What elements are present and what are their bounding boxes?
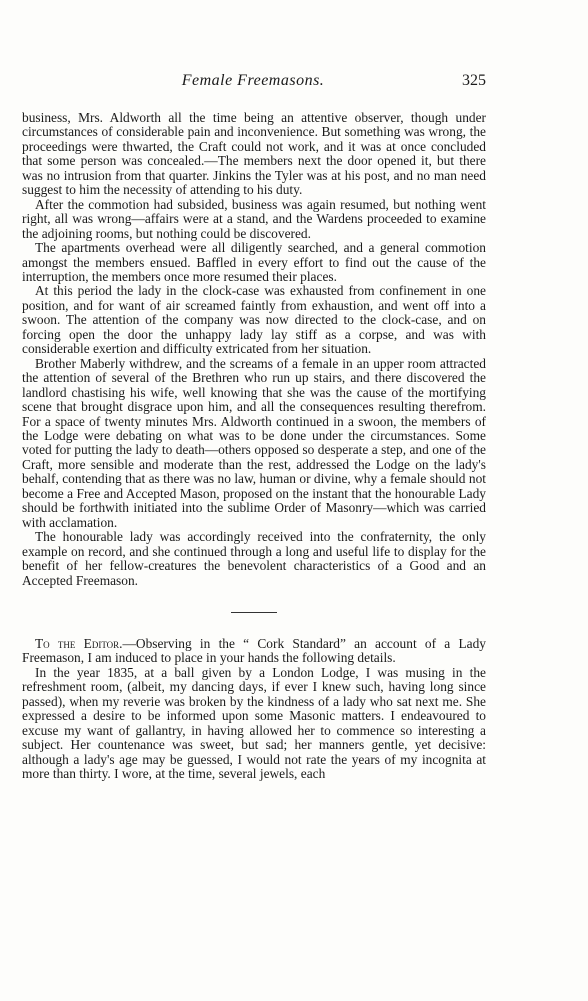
section-divider <box>231 612 277 613</box>
paragraph: At this period the lady in the clock-case was exhausted from confinement in one position, and for want of air screamed faintly from exhaustion, and went off into a swoon. The attention of the company was now directed to the clock-case, and on forcing open the door the unhappy lady lay stiff as a corpse, and was with considerable exertion and difficulty extricated from her situation. <box>22 283 486 357</box>
letter-salutation: To the Editor. <box>35 635 123 651</box>
paragraph: The apartments overhead were all diligently searched, and a general commotion amongst the members ensued. Baffled in every effort to find out the cause of the interruption, the members once more resumed their places. <box>22 240 486 284</box>
letter-opening-paragraph <box>22 637 486 666</box>
letter-to-editor <box>22 637 486 782</box>
running-title: Female Freemasons. <box>181 72 325 89</box>
letter-opening-text: —Observing in the “ Cork Standard” an account of a Lady Freemason, I am induced to place in your hands the following details. <box>22 635 486 666</box>
body-text <box>22 111 486 781</box>
running-head <box>20 72 486 94</box>
paragraph: Brother Maberly withdrew, and the screams of a female in an upper room attracted the attention of several of the Brethren who run up stairs, and there discovered the landlord chastising his wife, well knowing that she was the cause of the mortifying scene that brought disgrace upon him, and all the consequences resulting therefrom. For a space of twenty minutes Mrs. Aldworth continued in a swoon, the members of the Lodge were debating on what was to be done under the circumstances. Some voted for putting the lady to death—others opposed so desperate a step, and one of the Craft, more sensible and moderate than the rest, addressed the Lodge on the lady's behalf, contending that as there was no law, human or divine, why a female should not become a Free and Accepted Mason, proposed on the instant that the honourable Lady should be forthwith initiated into the sublime Order of Masonry—which was carried with acclamation. <box>22 355 486 530</box>
paragraph: business, Mrs. Aldworth all the time being an attentive observer, though under circumstances of considerable pain and inconvenience. But something was wrong, the proceedings were thwarted, the Craft could not work, and it was at once concluded that some person was concealed.—The members next the door opened it, but there was no intrusion from that quarter. Jinkins the Tyler was at his post, and no man need suggest to him the necessity of attending to his duty. <box>22 110 486 198</box>
page-number: 325 <box>462 72 486 89</box>
paragraph: In the year 1835, at a ball given by a London Lodge, I was musing in the refreshment room, (albeit, my dancing days, if ever I knew such, having long since passed), when my reverie was broken by the kindness of a lady who sat next me. She expressed a desire to be informed upon some Masonic matters. I endeavoured to excuse my want of gallantry, in having allowed her to commence so interesting a subject. Her countenance was sweet, but sad; her manners gentle, yet decisive: although a lady's age may be guessed, I would not rate the years of my incognita at more than thirty. I wore, at the time, several jewels, each <box>22 664 486 782</box>
paragraph: The honourable lady was accordingly received into the confraternity, the only example on record, and she continued through a long and useful life to display for the benefit of her fellow-creatures the benevolent characteristics of a Good and an Accepted Freemason. <box>22 529 486 588</box>
paragraph: After the commotion had subsided, business was again resumed, but nothing went right, all was wrong—affairs were at a stand, and the Wardens proceeded to examine the adjoining rooms, but nothing could be discovered. <box>22 196 486 241</box>
